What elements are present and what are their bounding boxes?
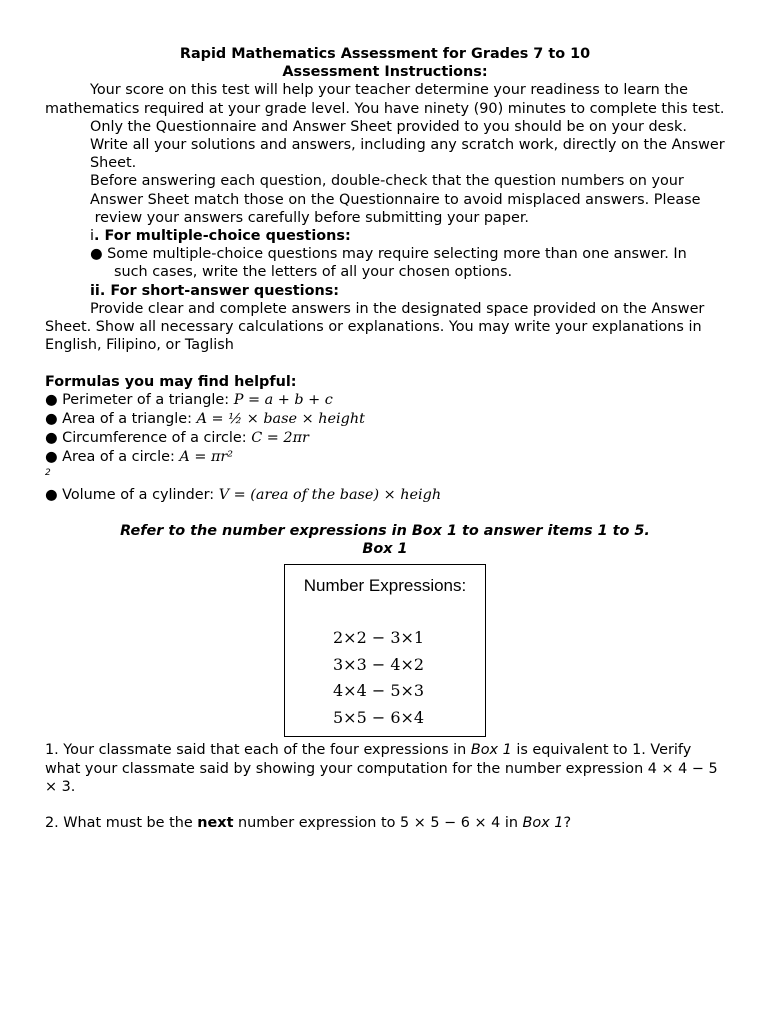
formulas-heading: Formulas you may find helpful: [45, 373, 297, 390]
formula-perimeter-triangle: ● Perimeter of a triangle: P = a + b + c [45, 391, 333, 408]
document-title: Rapid Mathematics Assessment for Grades 7 to 10 [179, 46, 591, 62]
instruction-paragraph-2: Only the Questionnaire and Answer Sheet provided to you should be on your desk. [90, 118, 687, 135]
instruction-paragraph-3: Write all your solutions and answers, including any scratch work, directly on the Answer Sheet. [90, 137, 725, 172]
expression-item: 2×2 − 3×1 [333, 628, 425, 648]
formula-area-circle: ● Area of a circle: A = πr² [45, 449, 234, 466]
box-label: Box 1 [362, 541, 408, 558]
short-answer-heading: ii. For short-answer questions: [90, 282, 340, 299]
multiple-choice-heading [45, 227, 725, 245]
expression-item: 3×3 − 4×2 [333, 654, 425, 674]
number-expressions-box [284, 564, 486, 737]
instruction-paragraph-1: Your score on this test will help your teacher determine your readiness to learn the mathematics required at your grade level. You have ninety (90) minutes to complete this test. [45, 82, 725, 117]
question-1: 1. Your classmate said that each of the four expressions in Box 1 is equivalent to 1. Verify what your classmate said by showing your computation for the number expression 4 × 4 − 5 × 3. [45, 742, 718, 795]
instruction-paragraph-5: review your answers carefully before submitting your paper. [90, 209, 529, 226]
formula-list [45, 391, 725, 468]
formula-circumference: ● Circumference of a circle: C = 2πr [45, 430, 309, 447]
stray-superscript: 2 [45, 467, 51, 478]
instruction-paragraph-4: Before answering each question, double-check that the question numbers on your Answer Sheet match those on the Questionnaire to avoid misplaced answers. Please [90, 173, 701, 208]
expression-item: 5×5 − 6×4 [333, 707, 425, 727]
box-title: Number Expressions: [303, 576, 467, 596]
expression-item: 4×4 − 5×3 [333, 681, 425, 701]
expression-list [333, 625, 424, 731]
question-2: 2. What must be the next number expression to 5 × 5 − 6 × 4 in Box 1? [45, 815, 572, 832]
mc-heading-text: . For multiple-choice questions: [94, 228, 351, 245]
formula-area-triangle: ● Area of a triangle: A = ½ × base × height [45, 411, 365, 428]
box-reference-instruction: Refer to the number expressions in Box 1 to answer items 1 to 5. [120, 523, 650, 540]
short-answer-text: Provide clear and complete answers in the designated space provided on the Answer Sheet. Show all necessary calculations or explanations. You may write your explanations in English, Filipino, or Taglish [45, 300, 705, 354]
instructions-heading: Assessment Instructions: [282, 64, 488, 81]
multiple-choice-continuation: such cases, write the letters of all your chosen options. [114, 264, 513, 281]
document-page [45, 45, 725, 832]
formula-volume-cylinder: ● Volume of a cylinder: V = (area of the base) × heigh [45, 486, 442, 503]
mc-prefix: i [90, 228, 94, 245]
multiple-choice-bullet: ● Some multiple-choice questions may require selecting more than one answer. In [90, 246, 687, 263]
